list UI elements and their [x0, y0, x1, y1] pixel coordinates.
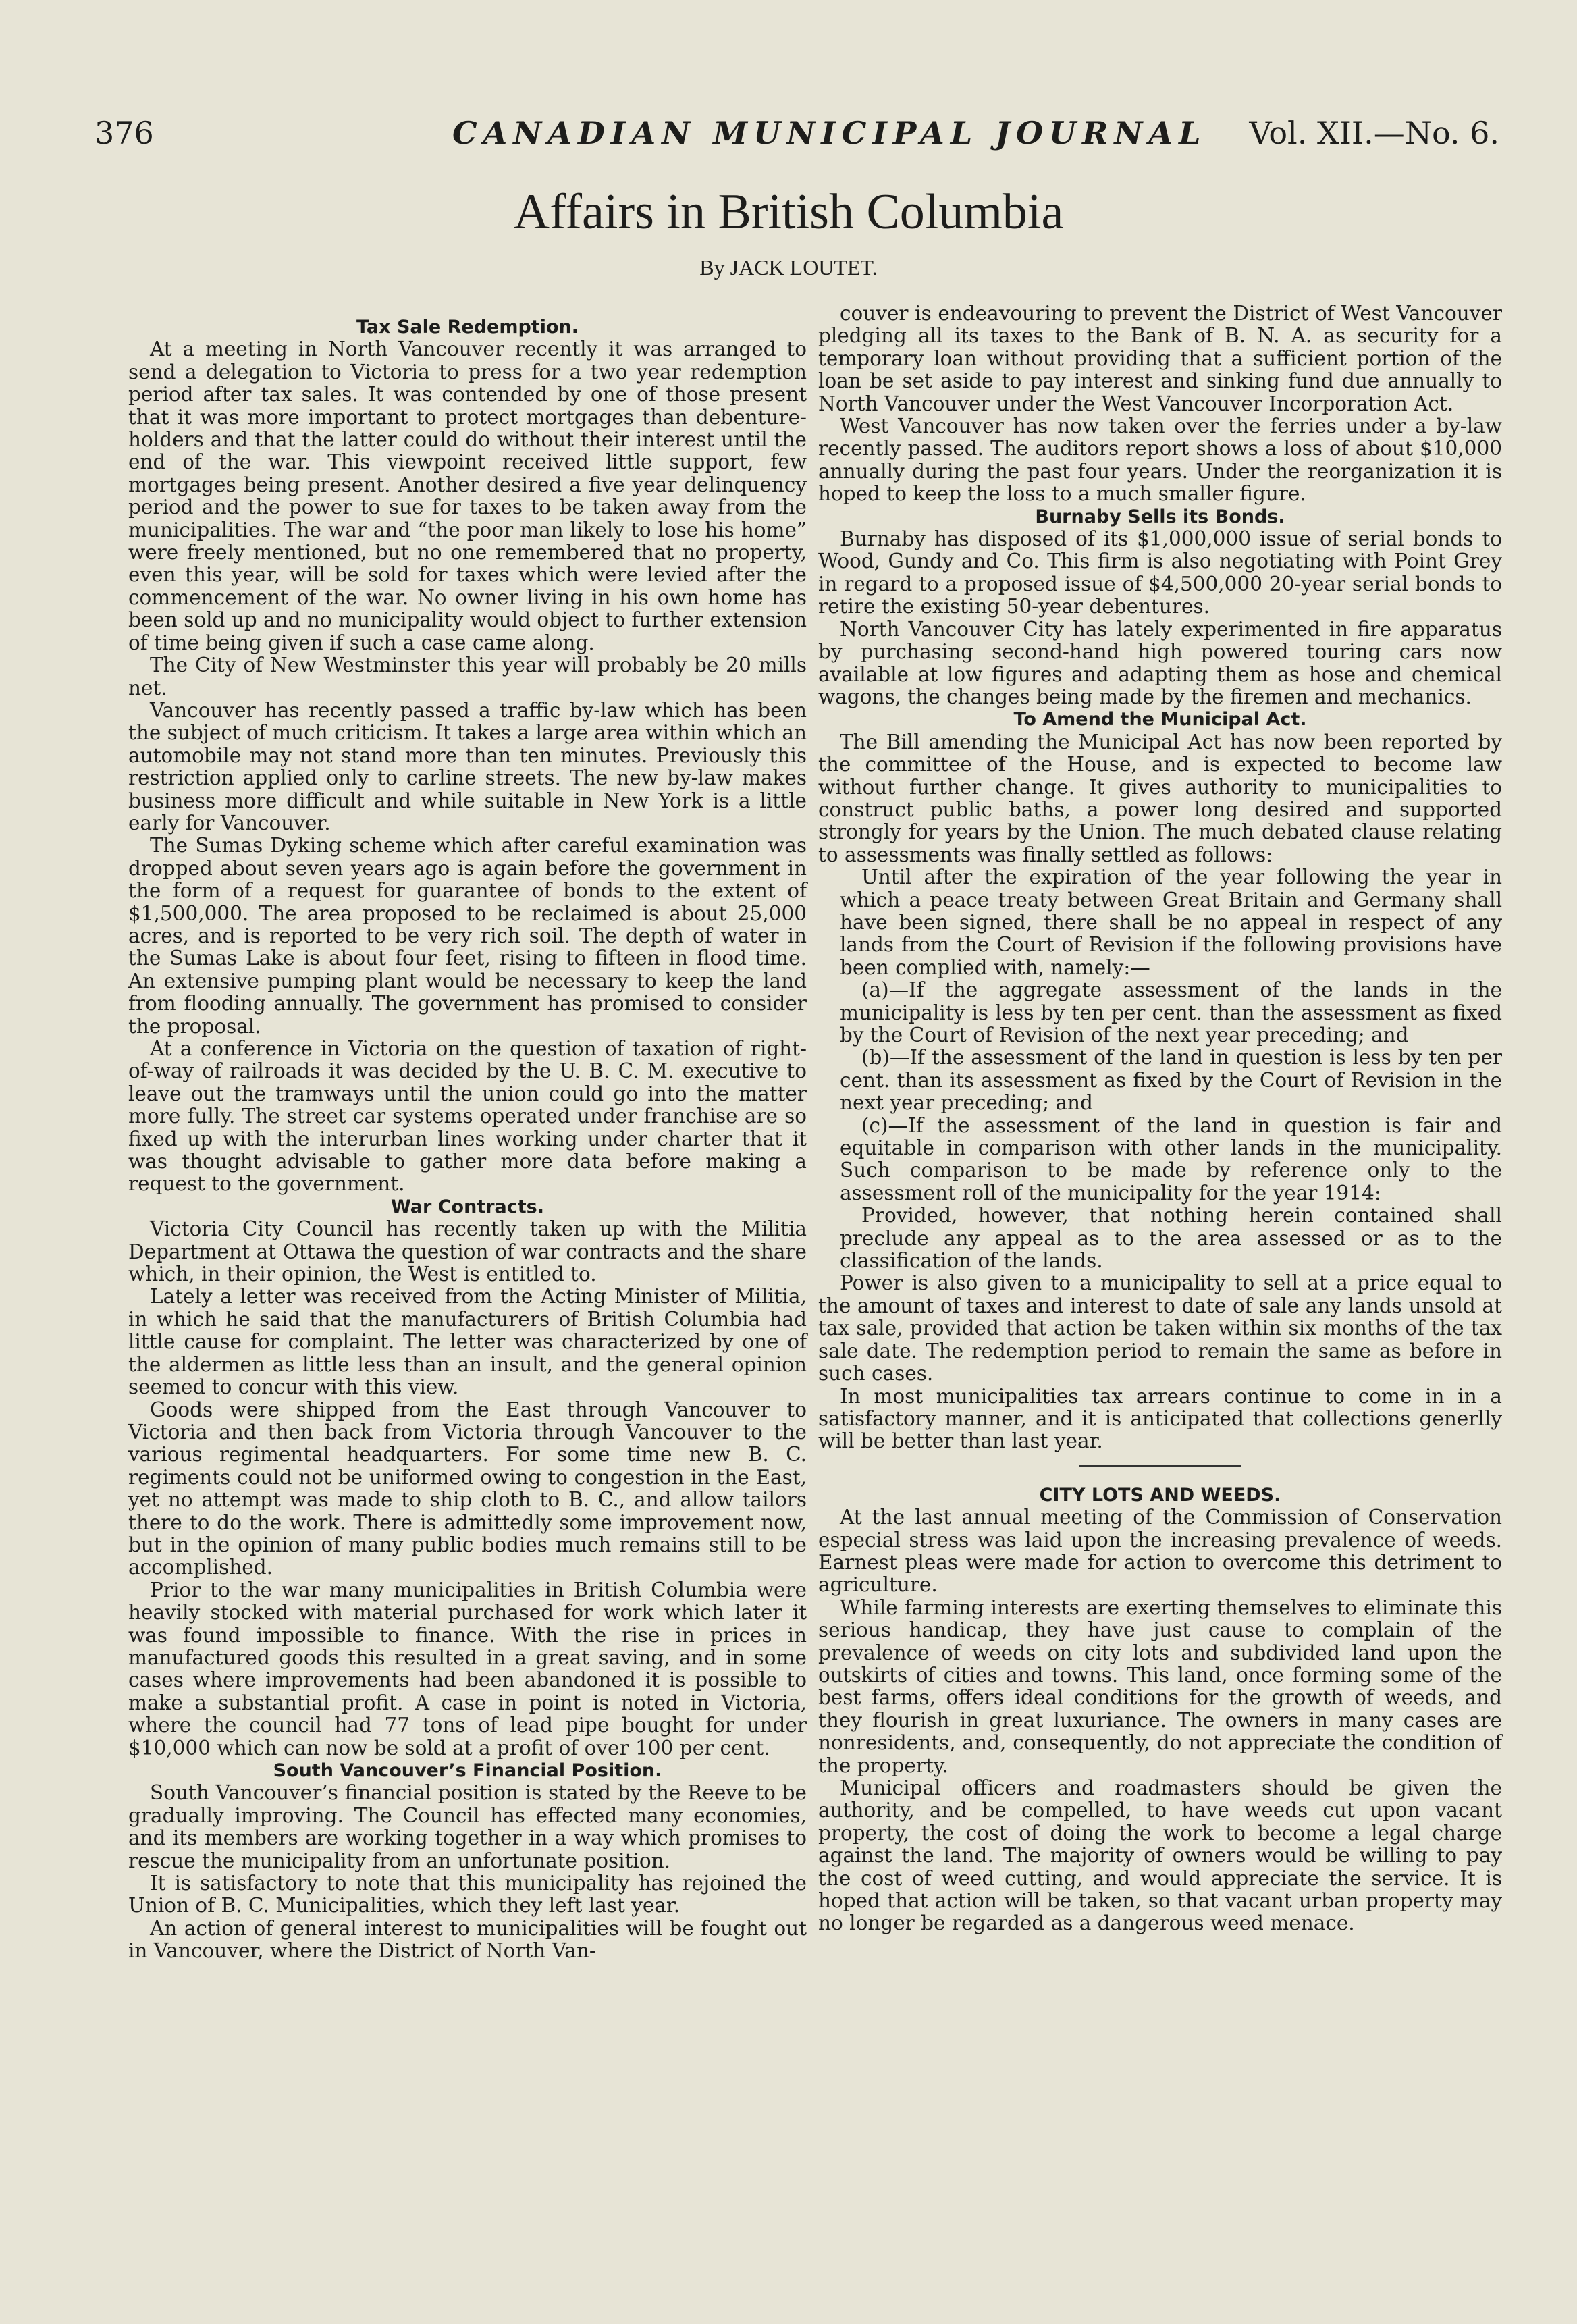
section-heading-city-lots: CITY LOTS AND WEEDS.	[1039, 1484, 1281, 1506]
paragraph: North Vancouver City has lately experimented in fire apparatus by purchasing second-hand high powered touring cars now available at low figures and adapting them as hose and chemical wagons, the changes being made by the firemen and mechanics.	[818, 617, 1502, 708]
left-column	[128, 316, 807, 1963]
paragraph: Lately a letter was received from the Acting Minister of Militia, in which he said that the manufacturers of British Columbia had little cause for complaint. The letter was characterized by one of the aldermen as little less than an insult, and the general opinion seemed to concur with this view.	[128, 1285, 807, 1399]
paragraph: The City of New Westminster this year will probably be 20 mills net.	[128, 654, 807, 699]
paragraph: At the last annual meeting of the Commission of Conservation especial stress was laid upon the increasing prevalence of weeds. Earnest pleas were made for action to overcome this detriment to agriculture.	[818, 1506, 1502, 1597]
paragraph: Victoria City Council has recently taken up with the Militia Department at Ottawa the question of war contracts and the share which, in their opinion, the West is entitled to.	[128, 1217, 807, 1286]
section-heading-burnaby: Burnaby Sells its Bonds.	[1035, 506, 1285, 527]
paragraph: The Bill amending the Municipal Act has now been reported by the committee of the House, and is expected to become law without further change. It gives authority to municipalities to construct public baths, a power long desired and supported strongly for years by the Union. The much debated clause relating to assessments was finally settled as follows:	[818, 730, 1502, 866]
section-divider	[1079, 1465, 1241, 1467]
paragraph: It is satisfactory to note that this municipality has rejoined the Union of B. C. Municipalities, which they left last year.	[128, 1872, 807, 1918]
paragraph: Vancouver has recently passed a traffic by-law which has been the subject of much criticism. It takes a large area within which an automobile may not stand more than ten minutes. Previously this restriction applied only to carline streets. The new by-law makes business more difficult and while suitable in New York is a little early for Vancouver.	[128, 698, 807, 835]
paragraph: Burnaby has disposed of its $1,000,000 issue of serial bonds to Wood, Gundy and Co. This firm is also negotiating with Point Grey in regard to a proposed issue of $4,500,000 20-year serial bonds to retire the existing 50-year debentures.	[818, 527, 1502, 618]
quoted-clause: (b)—If the assessment of the land in question is less by ten per cent. than its assessment as fixed by the Court of Revision in the next year preceding; and	[840, 1046, 1502, 1115]
quoted-clause: (a)—If the aggregate assessment of the lands in the municipality is less by ten per cent. than the assessment as fixed by the Court of Revision of the next year preceding; and	[840, 978, 1502, 1047]
paragraph: South Vancouver’s financial position is stated by the Reeve to be gradually improving. The Council has effected many economies, and its members are working together in a way which promises to rescue the municipality from an unfortunate position.	[128, 1781, 807, 1872]
paragraph: An action of general interest to municipalities will be fought out in Vancouver, where the District of North Van-	[128, 1916, 807, 1963]
section-heading-war-contracts: War Contracts.	[390, 1196, 545, 1217]
paragraph: In most municipalities tax arrears continue to come in in a satisfactory manner, and it is anticipated that collections generlly will be better than last year.	[818, 1384, 1502, 1453]
article-title: Affairs in British Columbia	[513, 184, 1064, 240]
paragraph: The Sumas Dyking scheme which after careful examination was dropped about seven years ago is again before the government in the form of a request for guarantee of bonds to the extent of $1,500,000. The area proposed to be reclaimed is about 25,000 acres, and is reported to be very rich soil. The depth of water in the Sumas Lake is about four feet, rising to fifteen in flood time. An extensive pumping plant would be necessary to keep the land from flooding annually. The government has promised to consider the proposal.	[128, 834, 807, 1038]
page-number: 376	[95, 115, 154, 151]
paragraph: At a conference in Victoria on the question of taxation of right-of-way of railroads it was decided by the U. B. C. M. executive to leave out the tramways until the union could go into the matter more fully. The street car systems operated under franchise are so fixed up with the interurban lines working under charter that it was thought advisable to gather more data before making a request to the government.	[128, 1037, 807, 1196]
paragraph: couver is endeavouring to prevent the District of West Vancouver pledging all its taxes to the Bank of B. N. A. as security for a temporary loan without providing that a sufficient portion of the loan be set aside to pay interest and sinking fund due annually to North Vancouver under the West Vancouver Incorporation Act.	[818, 302, 1502, 415]
paragraph: West Vancouver has now taken over the ferries under a by-law recently passed. The auditors report shows a loss of about $10,000 annually during the past four years. Under the reorganization it is hoped to keep the loss to a much smaller figure.	[818, 415, 1502, 506]
paragraph: Goods were shipped from the East through Vancouver to Victoria and then back from Victoria through Vancouver to the various regimental headquarters. For some time new B. C. regiments could not be uniformed owing to congestion in the East, yet no attempt was made to ship cloth to B. C., and allow tailors there to do the work. There is admittedly some improvement now, but in the opinion of many public bodies much remains still to be accomplished.	[128, 1398, 807, 1579]
running-header	[95, 115, 1499, 162]
volume-number: Vol. XII.—No. 6.	[1249, 115, 1499, 151]
paragraph: While farming interests are exerting themselves to eliminate this serious handicap, they have just cause to complain of the prevalence of weeds on city lots and subdivided land upon the outskirts of cities and towns. This land, once forming some of the best farms, offers ideal conditions for the growth of weeds, and they flourish in great luxuriance. The owners in many cases are nonresidents, and, consequently, do not appreciate the condition of the property.	[818, 1595, 1502, 1777]
quoted-clause: (c)—If the assessment of the land in question is fair and equitable in comparison with other lands in the municipality. Such comparison to be made by reference only to the assessment roll of the municipality for the year 1914:	[840, 1113, 1502, 1205]
article-byline: By JACK LOUTET.	[699, 255, 878, 280]
paragraph: At a meeting in North Vancouver recently it was arranged to send a delegation to Victoria to press for a two year redemption period after tax sales. It was contended by one of those present that it was more important to protect mortgages than debenture-holders and that the latter could do without their interest until the end of the war. This viewpoint received little support, few mortgages being present. Another desired a five year delinquency period and the power to sue for taxes to be taken away from the municipalities. The war and “the poor man likely to lose his home” were freely mentioned, but no one remembered that no property, even this year, will be sold for taxes which were levied after the commencement of the war. No owner living in his own home has been sold up and no municipality would object to further extension of time being given if such a case came along.	[128, 338, 807, 654]
paragraph: Municipal officers and roadmasters should be given the authority, and be compelled, to have weeds cut upon vacant property, the cost of doing the work to become a legal charge against the land. The majority of owners would be willing to pay the cost of weed cutting, and would appreciate the service. It is hoped that action will be taken, so that vacant urban property may no longer be regarded as a dangerous weed menace.	[818, 1776, 1502, 1935]
section-heading-tax-sale: Tax Sale Redemption.	[356, 317, 579, 338]
quoted-clause: Until after the expiration of the year following the year in which a peace treaty between Great Britain and Germany shall have been signed, there shall be no appeal in respect of any lands from the Court of Revision if the following provisions have been complied with, namely:—	[840, 866, 1502, 979]
section-heading-municipal-act: To Amend the Municipal Act.	[1013, 709, 1307, 731]
paragraph: Power is also given to a municipality to sell at a price equal to the amount of taxes and interest to date of sale any lands unsold at tax sale, provided that action be taken within six months of the tax sale date. The redemption period to remain the same as before in such cases.	[818, 1271, 1502, 1385]
right-column	[818, 302, 1502, 1935]
journal-title: CANADIAN MUNICIPAL JOURNAL	[452, 115, 1207, 151]
paragraph: Prior to the war many municipalities in British Columbia were heavily stocked with material purchased for work which later it was found impossible to finance. With the rise in prices in manufactured goods this resulted in a great saving, and in some cases where improvements had been abandoned it is possible to make a substantial profit. A case in point is noted in Victoria, where the council had 77 tons of lead pipe bought for under $10,000 which can now be sold at a profit of over 100 per cent.	[128, 1578, 807, 1760]
section-heading-south-vancouver: South Vancouver’s Financial Position.	[273, 1760, 662, 1781]
quoted-clause: Provided, however, that nothing herein contained shall preclude any appeal as to the area assessed or as to the classification of the lands.	[840, 1204, 1502, 1273]
